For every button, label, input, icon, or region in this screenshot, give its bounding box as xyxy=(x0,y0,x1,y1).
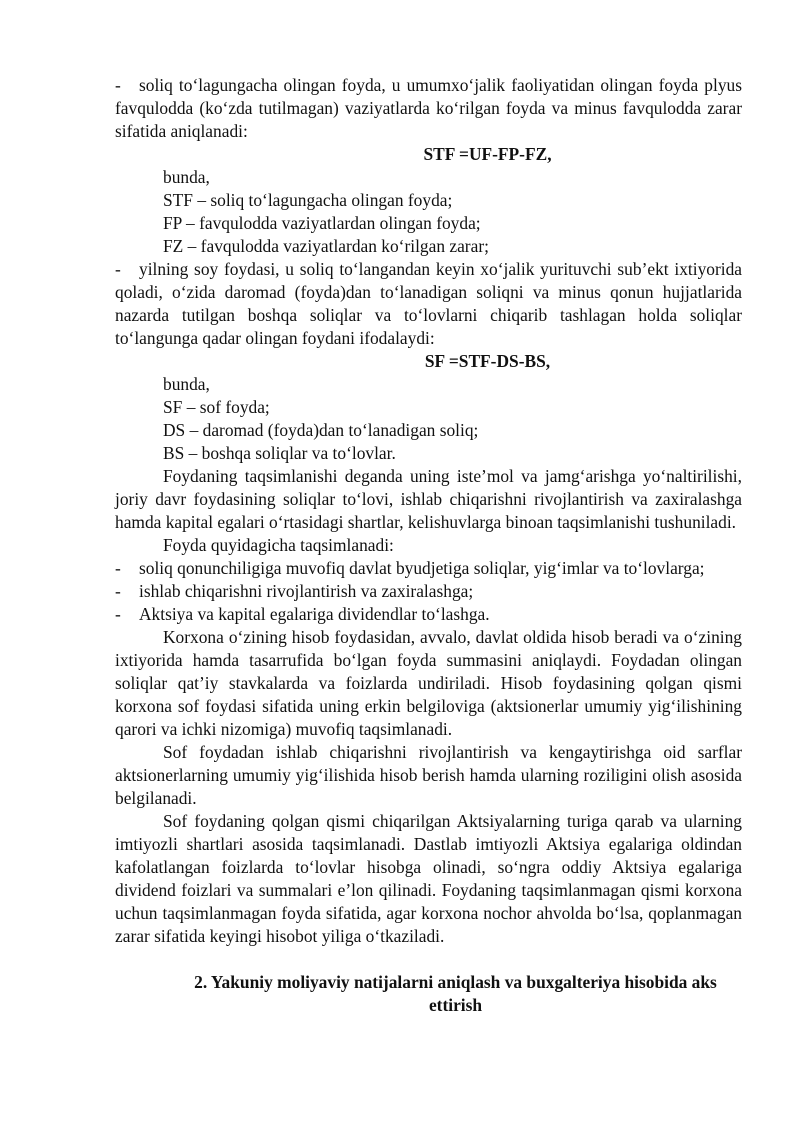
paragraph-distribution-intro: Foyda quyidagicha taqsimlanadi: xyxy=(163,535,394,555)
list-item-text: Aktsiya va kapital egalariga dividendlar to‘lashga. xyxy=(139,604,490,624)
paragraph-profit-before-tax xyxy=(115,74,742,143)
definition-fp: FP – favqulodda vaziyatlardan olingan foyda; xyxy=(163,213,481,233)
paragraph-net-profit xyxy=(115,258,742,350)
definition-ds: DS – daromad (foyda)dan to‘lanadigan soliq; xyxy=(163,420,479,440)
dash-marker: - xyxy=(115,581,121,601)
formula-sf: SF =STF-DS-BS, xyxy=(424,351,551,371)
definition-bs: BS – boshqa soliqlar va to‘lovlar. xyxy=(163,443,396,463)
definition-sf: SF – sof foyda; xyxy=(163,397,270,417)
paragraph-text: yilning soy foydasi, u soliq to‘langandan keyin xo‘jalik yurituvchi sub’ekt ixtiyorida qoladi, o‘zida daromad (foyda)dan to‘lanadigan soliqni va minus qonun hujjatlarida nazarda tutilgan boshqa soliqlar va to‘lovlarni chiqarib tashlagan holda soliqlar to‘langunga qadar olingan foydani ifodalaydi: xyxy=(115,259,742,348)
bunda-label: bunda, xyxy=(163,374,210,394)
paragraph-text: soliq to‘lagungacha olingan foyda, u umumxo‘jalik faoliyatidan olingan foyda plyus favqulodda (ko‘zda tutilmagan) vaziyatlarda ko‘rilgan foyda va minus favqulodda zarar sifatida aniqlanadi: xyxy=(115,75,742,141)
bunda-label: bunda, xyxy=(163,167,210,187)
paragraph-accounting-profit: Korxona o‘zining hisob foydasidan, avvalo, davlat oldida hisob beradi va o‘zining ixtiyorida hamda tasarrufida bo‘lgan foyda summasini aniqlaydi. Foydadan olingan soliqlar qat’iy stavkalarda va foizlarda undiriladi. Hisob foydasining qolgan qismi korxona sof foydasi sifatida uning erkin belgiloviga (aktsionerlar umumiy yig‘ilishining qarori va ichki nizomiga) muvofiq taqsimlanadi. xyxy=(115,627,742,739)
formula-stf: STF =UF-FP-FZ, xyxy=(423,144,552,164)
list-item-text: ishlab chiqarishni rivojlantirish va zaxiralashga; xyxy=(139,581,474,601)
definition-fz: FZ – favqulodda vaziyatlardan ko‘rilgan zarar; xyxy=(163,236,489,256)
section-heading: 2. Yakuniy moliyaviy natijalarni aniqlash va buxgalteriya hisobida aks ettirish xyxy=(194,972,717,1015)
dash-marker: - xyxy=(115,604,121,624)
paragraph-remaining-net-profit: Sof foydaning qolgan qismi chiqarilgan Aktsiyalarning turiga qarab va ularning imtiyozli shartlari asosida taqsimlanadi. Dastlab imtiyozli Aktsiya egalariga oldindan kafolatlangan foizlarda to‘lovlar hisobga olinadi, so‘ngra oddiy Aktsiya egalariga dividend foizlari va summalari e’lon qilinadi. Foydaning taqsimlanmagan qismi korxona uchun taqsimlanmagan foyda sifatida, agar korxona nochor ahvolda bo‘lsa, qoplanmagan zarar sifatida keyingi hisobot yiliga o‘tkaziladi. xyxy=(115,811,742,946)
definition-stf: STF – soliq to‘lagungacha olingan foyda; xyxy=(163,190,453,210)
paragraph-profit-distribution: Foydaning taqsimlanishi deganda uning iste’mol va jamg‘arishga yo‘naltirilishi, joriy davr foydasining soliqlar to‘lovi, ishlab chiqarishni rivojlantirish va zaxiralashga hamda kapital egalari o‘rtasidagi shartlar, kelishuvlarga binoan taqsimlanishi tushuniladi. xyxy=(115,466,742,532)
list-item xyxy=(115,580,742,603)
list-item xyxy=(115,603,742,626)
paragraph-net-profit-expenses: Sof foydadan ishlab chiqarishni rivojlantirish va kengaytirishga oid sarflar aktsionerlarning umumiy yig‘ilishida hisob berish hamda ularning roziligini olish asosida belgilanadi. xyxy=(115,742,742,808)
dash-marker: - xyxy=(115,75,121,95)
dash-marker: - xyxy=(115,558,121,578)
list-item xyxy=(115,557,742,580)
list-item-text: soliq qonunchiligiga muvofiq davlat byudjetiga soliqlar, yig‘imlar va to‘lovlarga; xyxy=(139,558,705,578)
dash-marker: - xyxy=(115,259,121,279)
